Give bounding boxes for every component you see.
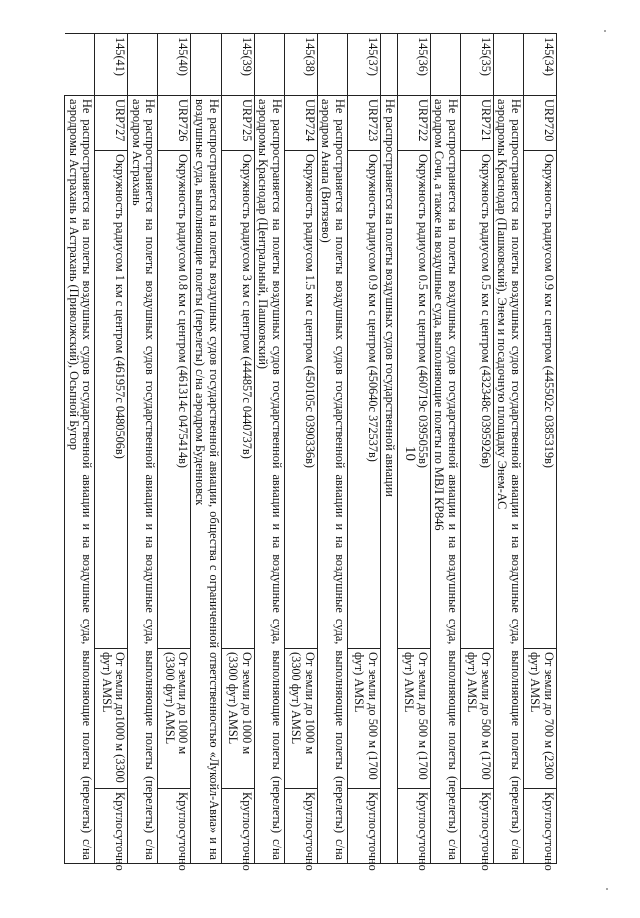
zone-number: 145(35) (460, 34, 493, 96)
scan-speck (604, 30, 606, 32)
zone-description: Окружность радиусом 0.5 км с центром (432348с 0395926в) (460, 151, 493, 649)
table-row (284, 34, 317, 864)
zone-altitude: От земли до 1000 м (3300 фут) AMSL (221, 649, 254, 789)
table-note-row (430, 34, 460, 864)
zone-altitude: От земли до 700 м (2300 фут) AMSL (524, 649, 557, 789)
zone-altitude: От земли до1000 м (3300 фут) AMSL (95, 649, 128, 789)
table-note-row (317, 34, 347, 864)
zone-time: Круглосуточно (460, 789, 493, 864)
zone-code: URP727 (95, 96, 128, 151)
table-row (348, 34, 381, 864)
zone-note: Не распространяется на полеты воздушных судов государственной авиации и на воздушные суда, выполняющие полеты (перелеты) с/на аэродром Сочи, а также на воздушные суда, выполняющие полеты по МВЛ КР846 (430, 96, 460, 864)
zone-number: 145(34) (524, 34, 557, 96)
zone-number: 145(41) (95, 34, 128, 96)
zone-description: Окружность радиусом 1 км с центром (461957с 0480506в) (95, 151, 128, 649)
table-note-row (254, 34, 284, 864)
table-row (460, 34, 493, 864)
zone-description: Окружность радиусом 3 км с центром (444857с 0440737в) (221, 151, 254, 649)
zone-altitude: От земли до 500 м (1700 фут) AMSL (397, 649, 430, 789)
zone-code: URP724 (284, 96, 317, 151)
table-note-row (493, 34, 523, 864)
zone-altitude: От земли до 500 м (1700 фут) AMSL (460, 649, 493, 789)
zone-time: Круглосуточно (284, 789, 317, 864)
table-row (397, 34, 430, 864)
scan-speck (606, 888, 608, 890)
airspace-table (64, 33, 557, 871)
zone-code: URP721 (460, 96, 493, 151)
zone-description: Окружность радиусом 0.5 км с центром (460719с 0395055в) (397, 151, 430, 649)
zone-time: Круглосуточно (397, 789, 430, 864)
zone-description: Окружность радиусом 1.5 км с центром (450105с 0390336в) (284, 151, 317, 649)
zone-note: Не распространяется на полеты воздушных судов государственной авиации и на воздушные суда, выполняющие полеты (перелеты) с/на аэродромы Краснодар (Центральный, Пашковский) (254, 96, 284, 864)
table-row (95, 34, 128, 864)
zone-time: Круглосуточно (524, 789, 557, 864)
zone-altitude: От земли до 1000 м (3300 фут) AMSL (284, 649, 317, 789)
zone-code: URP726 (158, 96, 191, 151)
zone-note: Не распространяется на полеты воздушных судов государственной авиации и на воздушные суда, выполняющие полеты (перелеты) с/на аэродром Астрахань (128, 96, 158, 864)
table-body (65, 34, 557, 871)
zone-note: Не распространяется на полеты воздушных судов государственной авиации и на воздушные суда, выполняющие полеты (перелеты) с/на аэродром Анапа (Витязево) (317, 96, 347, 864)
zone-code: URP720 (524, 96, 557, 151)
zone-time: Круглосуточно (158, 789, 191, 864)
zone-code: URP723 (348, 96, 381, 151)
zone-time: Круглосуточно (348, 789, 381, 864)
zone-description: Окружность радиусом 0.9 км с центром (445502с 0385319в) (524, 151, 557, 649)
zone-altitude: От земли до 500 м (1700 фут) AMSL (348, 649, 381, 789)
zone-code: URP722 (397, 96, 430, 151)
zone-time: Круглосуточно (221, 789, 254, 864)
zone-description: Окружность радиусом 0.9 км с центром (450640с 372537в) (348, 151, 381, 649)
zone-note: Не распространяется на полеты воздушных судов государственной авиации, общества с ограниченной ответственностью «Лукойл-Авиа» и на воздушные суда, выполняющие полеты (перелеты) с/на аэродром Буденновск (191, 96, 221, 864)
zone-number: 145(37) (348, 34, 381, 96)
zone-time: Круглосуточно (95, 789, 128, 864)
page-number: 10 (402, 446, 418, 461)
zone-description: Окружность радиусом 0.8 км с центром (461314с 0475414в) (158, 151, 191, 649)
zone-number: 145(40) (158, 34, 191, 96)
zone-number: 145(36) (397, 34, 430, 96)
zone-altitude: От земли до 1000 м (3300 фут) AMSL (158, 649, 191, 789)
table-note-row (381, 34, 398, 864)
table-row (158, 34, 191, 864)
zone-code: URP725 (221, 96, 254, 151)
table-note-row (128, 34, 158, 864)
table-note-row (191, 34, 221, 864)
table-row (221, 34, 254, 864)
table-note-row (65, 34, 95, 864)
airspace-table-rotated (42, 33, 557, 871)
zone-note: Не распространяется на полеты воздушных судов государственной авиации и на воздушные суда, выполняющие полеты (перелеты) с/на аэродромы Краснодар (Пашковский), Энем и посадочную площадку Энем-АС (493, 96, 523, 864)
zone-number: 145(39) (221, 34, 254, 96)
zone-number: 145(38) (284, 34, 317, 96)
zone-note: Не распространяется на полеты воздушных судов государственной авиации и на воздушные суда, выполняющие полеты (перелеты) с/на аэродромы Астрахань и Астрахань (Приволжский), Осьпной Бугор (65, 96, 95, 864)
zone-note: Не распространяется на полеты воздушных судов государственной авиации (381, 96, 398, 864)
table-row (524, 34, 557, 864)
